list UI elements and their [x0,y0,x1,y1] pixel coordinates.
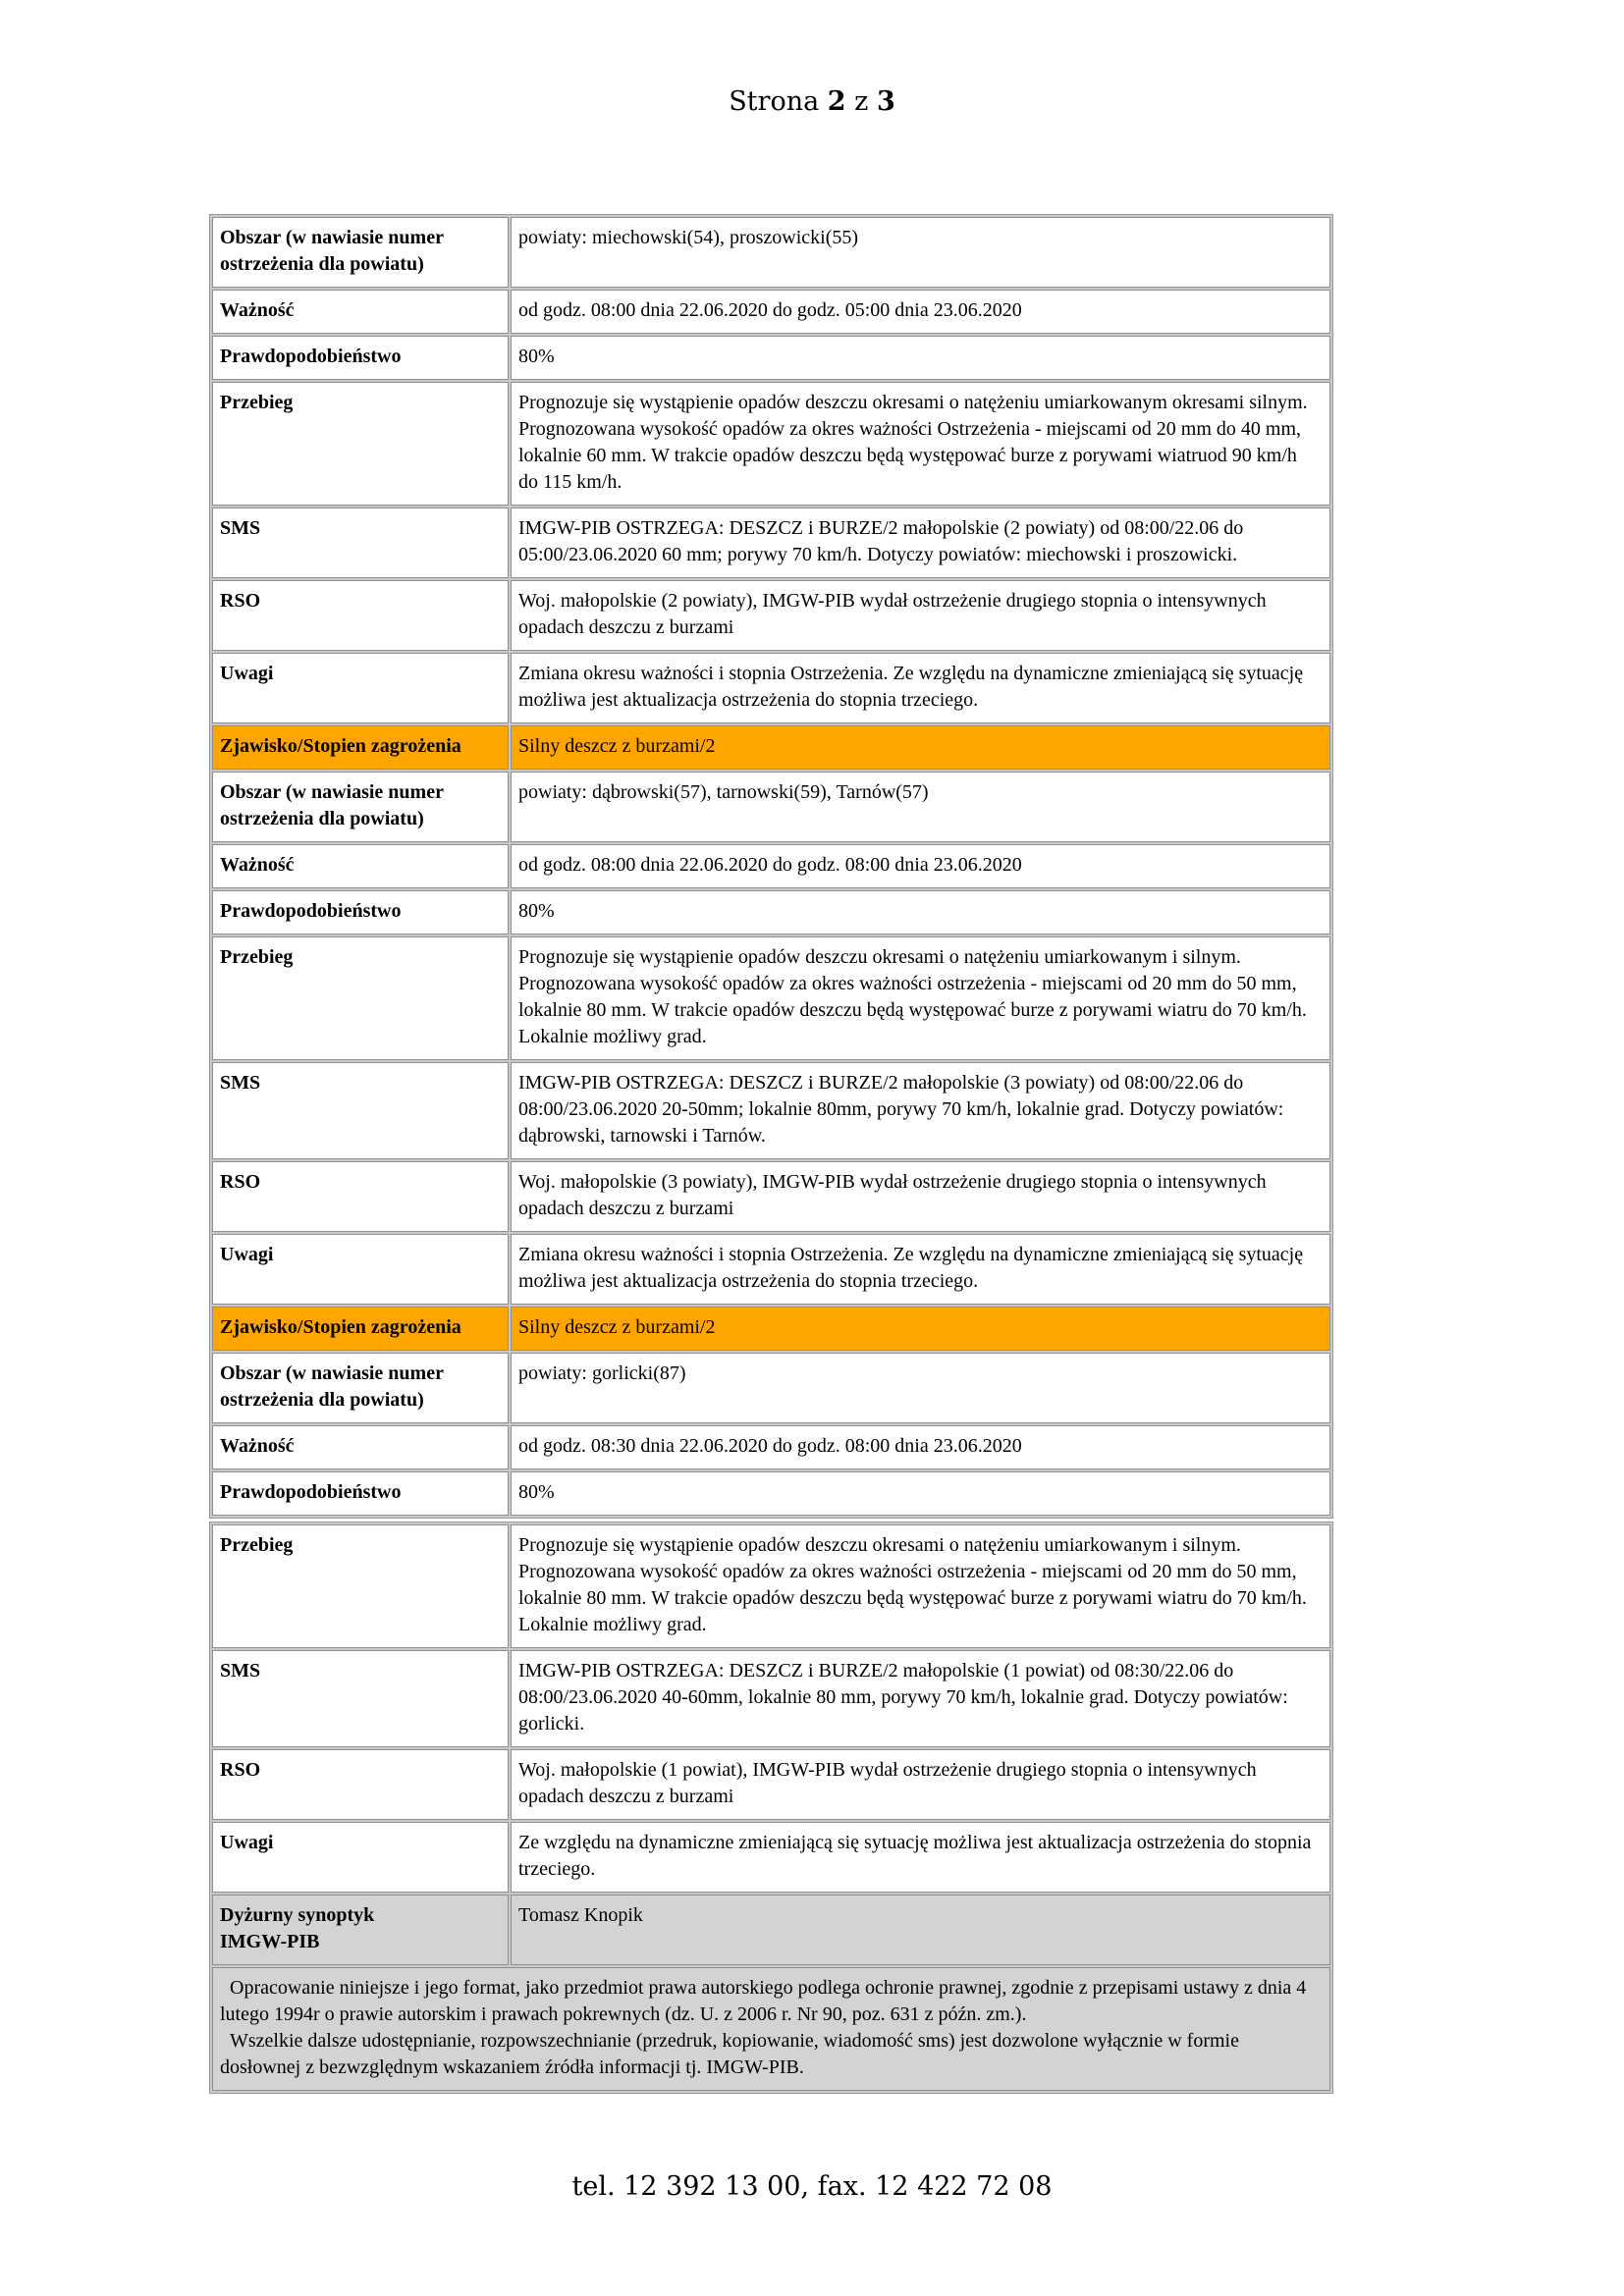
table-row-sms [212,1650,1330,1747]
row-value: IMGW-PIB OSTRZEGA: DESZCZ i BURZE/2 małopolskie (1 powiat) od 08:30/22.06 do 08:00/23.06.2020 40-60mm, lokalnie 80 mm, porywy 70 km/h, lokalnie grad. Dotyczy powiatów: gorlicki. [511,1650,1330,1747]
table-row-rso [212,580,1330,651]
row-value: Woj. małopolskie (2 powiaty), IMGW-PIB wydał ostrzeżenie drugiego stopnia o intensywnych opadach deszczu z burzami [511,580,1330,651]
warnings-table-2 [209,1522,1333,2094]
table-row-sms [212,1062,1330,1159]
warnings-table-1 [209,214,1333,1519]
row-value: Woj. małopolskie (3 powiaty), IMGW-PIB wydał ostrzeżenie drugiego stopnia o intensywnych opadach deszczu z burzami [511,1161,1330,1232]
row-label [212,1895,509,1965]
row-label: Prawdopodobieństwo [212,336,509,380]
row-label: Zjawisko/Stopien zagrożenia [212,1307,509,1351]
row-label: Ważność [212,1425,509,1469]
row-label: Prawdopodobieństwo [212,1471,509,1516]
table-row-obszar [212,217,1330,288]
row-value: 80% [511,1471,1330,1516]
row-label: Uwagi [212,653,509,723]
table-row-przebieg [212,382,1330,506]
row-value: od godz. 08:00 dnia 22.06.2020 do godz. 05:00 dnia 23.06.2020 [511,290,1330,334]
table-row-waznosc [212,844,1330,888]
row-label: SMS [212,1062,509,1159]
table-row-uwagi [212,1234,1330,1305]
synoptyk-label-line1: Dyżurny synoptyk [220,1904,375,1926]
contact-footer: tel. 12 392 13 00, fax. 12 422 72 08 [571,2171,1053,2202]
page-number-prefix: Strona [729,86,820,117]
row-value: powiaty: miechowski(54), proszowicki(55) [511,217,1330,288]
row-value: powiaty: gorlicki(87) [511,1353,1330,1423]
row-value: od godz. 08:00 dnia 22.06.2020 do godz. 08:00 dnia 23.06.2020 [511,844,1330,888]
row-value: 80% [511,336,1330,380]
row-label: Przebieg [212,936,509,1060]
page-number-current: 2 [827,86,846,117]
row-label: RSO [212,1749,509,1820]
table-row-prawdopodobienstwo [212,336,1330,380]
row-value: Ze względu na dynamiczne zmieniającą się sytuację możliwa jest aktualizacja ostrzeżenia do stopnia trzeciego. [511,1822,1330,1893]
row-label: Przebieg [212,1524,509,1648]
row-label: Prawdopodobieństwo [212,890,509,934]
row-value: Prognozuje się wystąpienie opadów deszczu okresami o natężeniu umiarkowanym okresami silnym. Prognozowana wysokość opadów za okres ważności Ostrzeżenia - miejscami od 20 mm do 40 mm, lokalnie 60 mm. W trakcie opadów deszczu będą występować burze z porywami wiatruod 90 km/h do 115 km/h. [511,382,1330,506]
row-label: Obszar (w nawiasie numer ostrzeżenia dla powiatu) [212,772,509,842]
synoptyk-label-line2: IMGW-PIB [220,1931,320,1952]
table-row-uwagi [212,653,1330,723]
row-label: Uwagi [212,1234,509,1305]
row-value: Prognozuje się wystąpienie opadów deszczu okresami o natężeniu umiarkowanym i silnym. Prognozowana wysokość opadów za okres ważności ostrzeżenia - miejscami od 20 mm do 50 mm, lokalnie 80 mm. W trakcie opadów deszczu będą występować burze z porywami wiatru do 70 km/h. Lokalnie możliwy grad. [511,936,1330,1060]
copyright-cell [212,1967,1330,2091]
row-value: od godz. 08:30 dnia 22.06.2020 do godz. 08:00 dnia 23.06.2020 [511,1425,1330,1469]
row-label: Uwagi [212,1822,509,1893]
row-label: Zjawisko/Stopien zagrożenia [212,725,509,770]
table-row-rso [212,1161,1330,1232]
row-label: RSO [212,1161,509,1232]
table-row-waznosc [212,290,1330,334]
row-value: Zmiana okresu ważności i stopnia Ostrzeżenia. Ze względu na dynamiczne zmieniającą się sytuację możliwa jest aktualizacja ostrzeżenia do stopnia trzeciego. [511,1234,1330,1305]
row-label: Obszar (w nawiasie numer ostrzeżenia dla powiatu) [212,1353,509,1423]
row-value: IMGW-PIB OSTRZEGA: DESZCZ i BURZE/2 małopolskie (2 powiaty) od 08:00/22.06 do 05:00/23.06.2020 60 mm; porywy 70 km/h. Dotyczy powiatów: miechowski i proszowicki. [511,507,1330,578]
table-row-prawdopodobienstwo [212,1471,1330,1516]
table-row-prawdopodobienstwo [212,890,1330,934]
row-label: RSO [212,580,509,651]
page-number-total: 3 [877,86,895,117]
table-row-dyzurny-synoptyk [212,1895,1330,1965]
row-value: Prognozuje się wystąpienie opadów deszczu okresami o natężeniu umiarkowanym i silnym. Prognozowana wysokość opadów za okres ważności ostrzeżenia - miejscami od 20 mm do 50 mm, lokalnie 80 mm. W trakcie opadów deszczu będą występować burze z porywami wiatru do 70 km/h. Lokalnie możliwy grad. [511,1524,1330,1648]
synoptyk-name: Tomasz Knopik [511,1895,1330,1965]
row-label: Ważność [212,290,509,334]
table-row-przebieg [212,936,1330,1060]
copyright-paragraph-1: Opracowanie niniejsze i jego format, jako przedmiot prawa autorskiego podlega ochronie prawnej, zgodnie z przepisami ustawy z dnia 4 lutego 1994r o prawie autorskim i prawach pokrewnych (dz. U. z 2006 r. Nr 90, poz. 631 z późn. zm.). [220,1977,1307,2025]
table-row-sms [212,507,1330,578]
table-row-obszar [212,772,1330,842]
row-value: 80% [511,890,1330,934]
row-label: SMS [212,507,509,578]
row-label: Przebieg [212,382,509,506]
table-row-rso [212,1749,1330,1820]
row-value: powiaty: dąbrowski(57), tarnowski(59), Tarnów(57) [511,772,1330,842]
page-number-header [0,86,1624,117]
row-label: SMS [212,1650,509,1747]
row-value: Woj. małopolskie (1 powiat), IMGW-PIB wydał ostrzeżenie drugiego stopnia o intensywnych opadach deszczu z burzami [511,1749,1330,1820]
row-value: IMGW-PIB OSTRZEGA: DESZCZ i BURZE/2 małopolskie (3 powiaty) od 08:00/22.06 do 08:00/23.06.2020 20-50mm; lokalnie 80mm, porywy 70 km/h, lokalnie grad. Dotyczy powiatów: dąbrowski, tarnowski i Tarnów. [511,1062,1330,1159]
table-row-waznosc [212,1425,1330,1469]
table-row-zjawisko-highlight [212,1307,1330,1351]
row-label: Ważność [212,844,509,888]
row-value: Silny deszcz z burzami/2 [511,1307,1330,1351]
row-label: Obszar (w nawiasie numer ostrzeżenia dla powiatu) [212,217,509,288]
table-row-zjawisko-highlight [212,725,1330,770]
copyright-paragraph-2: Wszelkie dalsze udostępnianie, rozpowszechnianie (przedruk, kopiowanie, wiadomość sms) jest dozwolone wyłącznie w formie dosłownej z bezwzględnym wskazaniem źródła informacji tj. IMGW-PIB. [220,2030,1239,2078]
table-row-obszar [212,1353,1330,1423]
row-value: Zmiana okresu ważności i stopnia Ostrzeżenia. Ze względu na dynamiczne zmieniającą się sytuację możliwa jest aktualizacja ostrzeżenia do stopnia trzeciego. [511,653,1330,723]
table-row-przebieg [212,1524,1330,1648]
row-value: Silny deszcz z burzami/2 [511,725,1330,770]
table-row-uwagi [212,1822,1330,1893]
page-number-separator: z [854,86,869,117]
table-row-copyright-notice [212,1967,1330,2091]
